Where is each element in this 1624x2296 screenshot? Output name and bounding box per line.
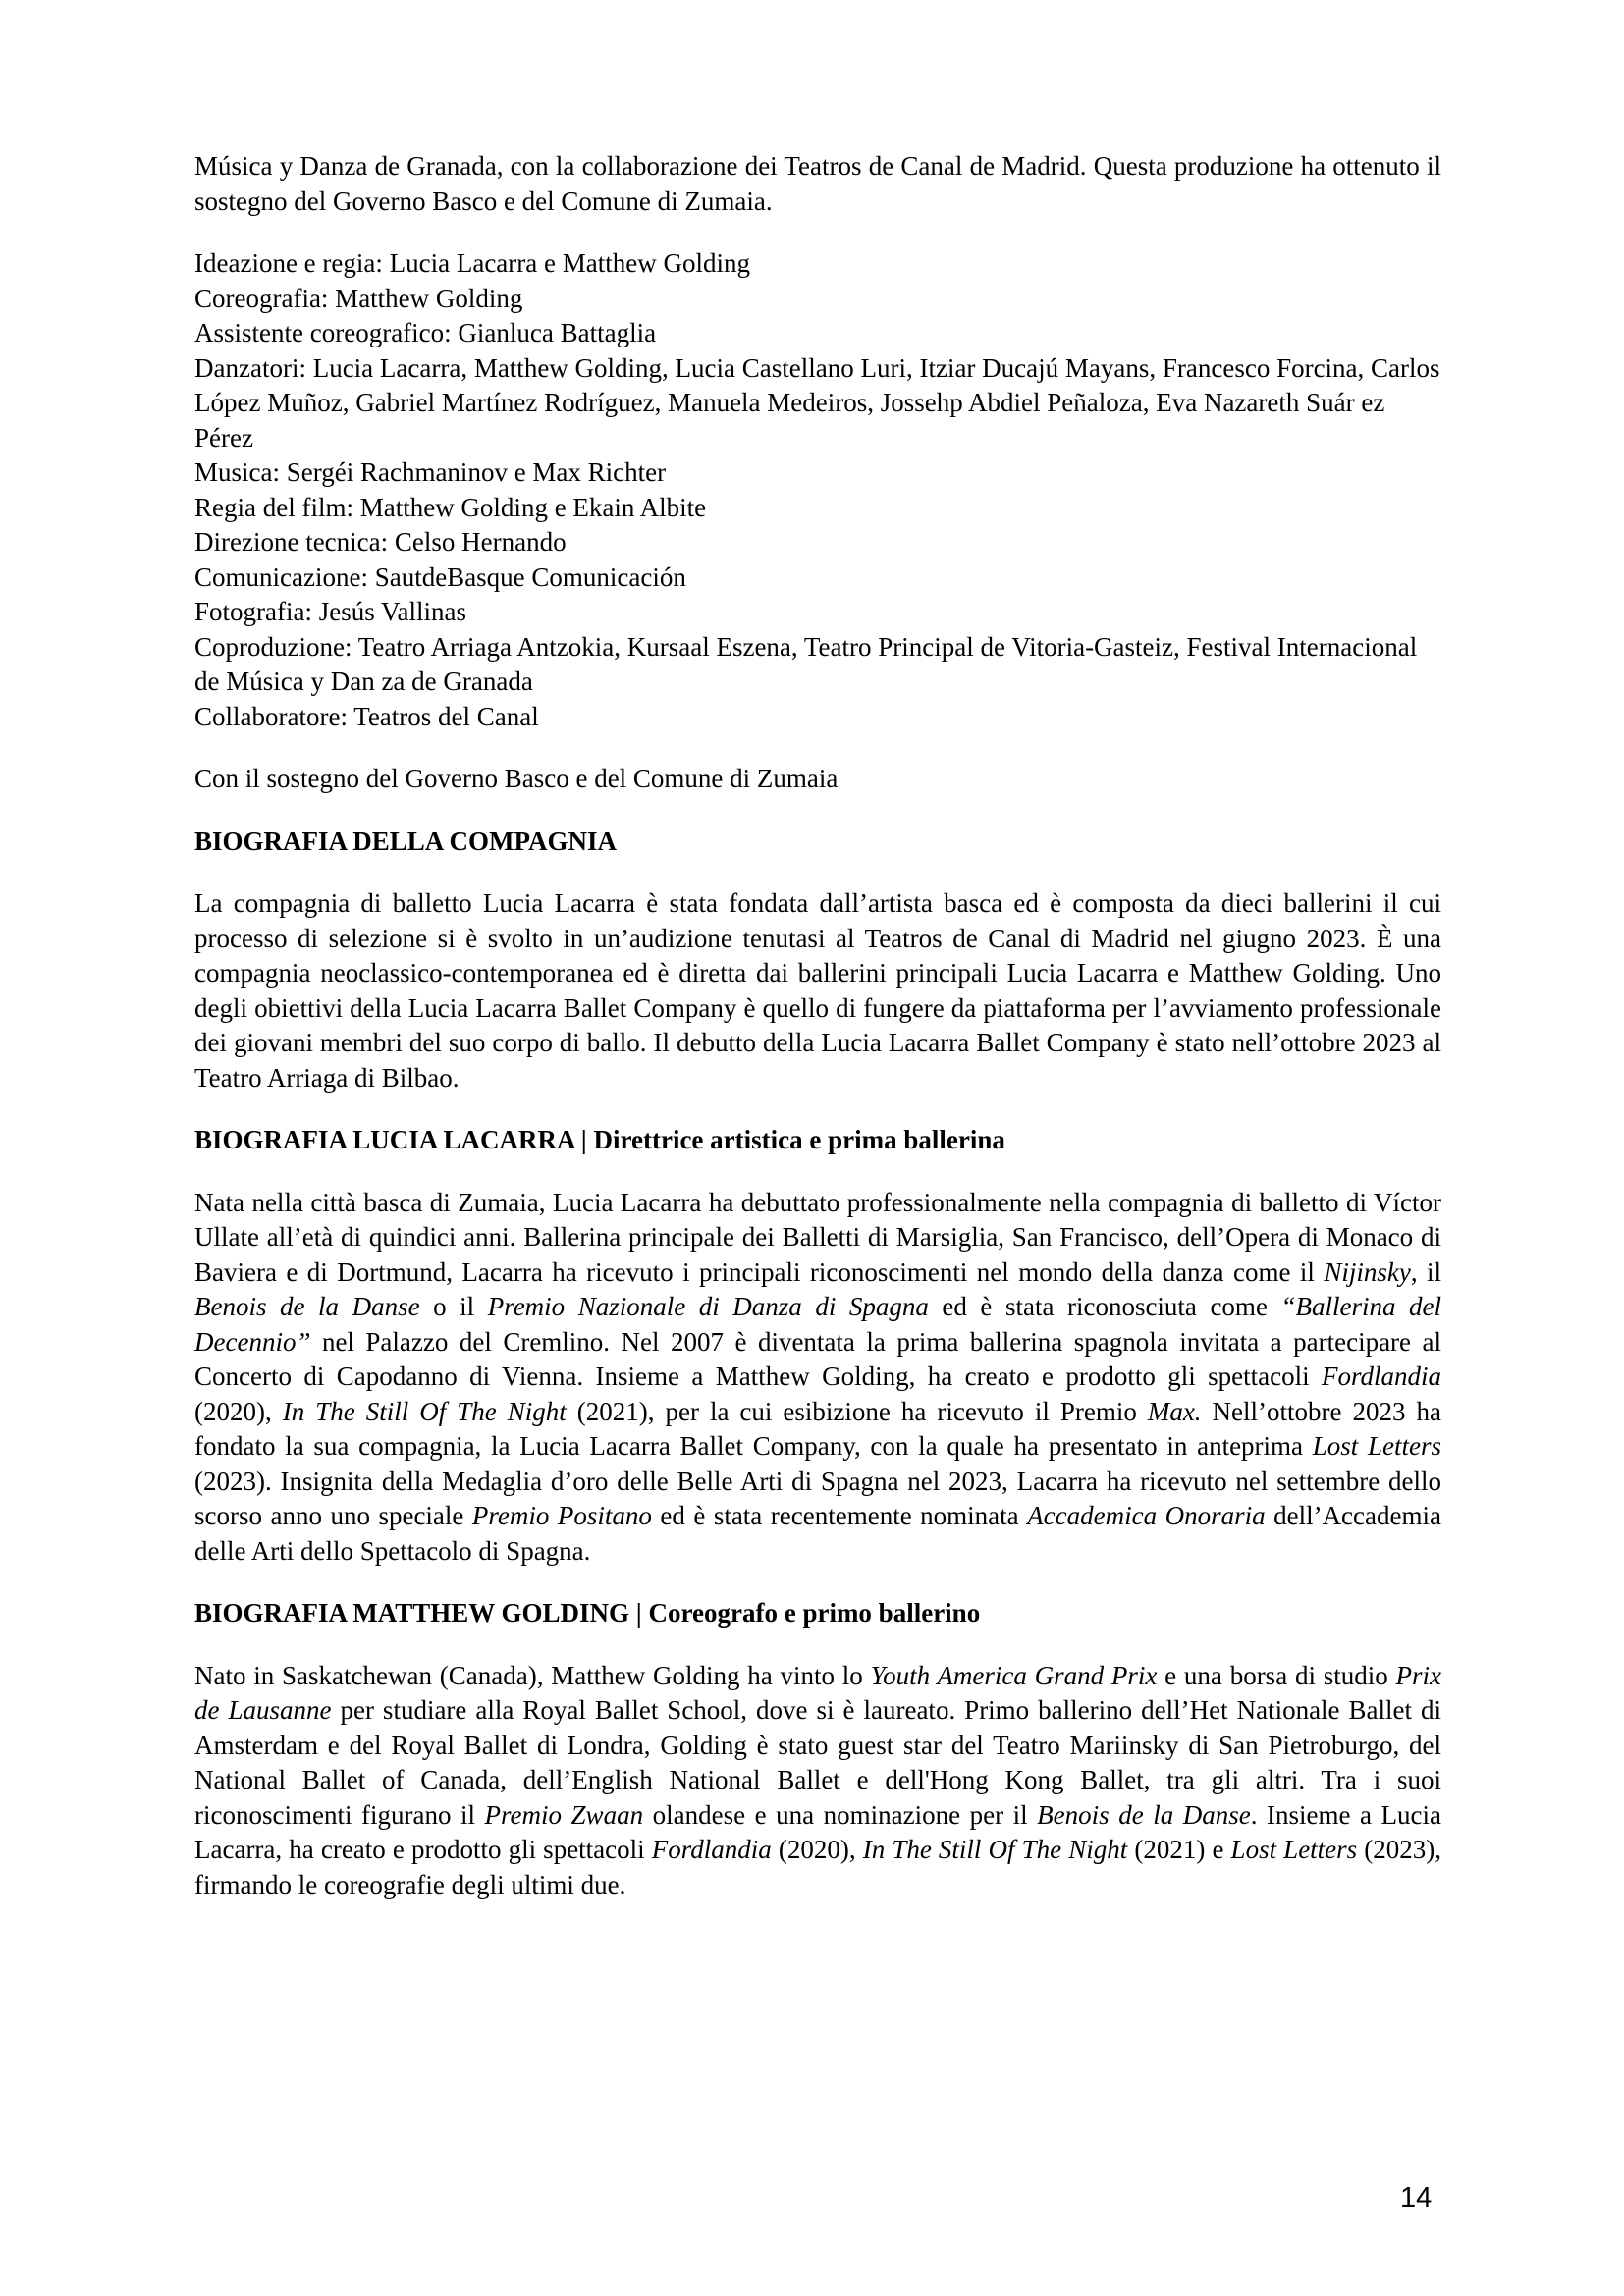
golding-heading: BIOGRAFIA MATTHEW GOLDING | Coreografo e primo ballerino [194,1598,981,1628]
credit-line: Direzione tecnica: Celso Hernando [194,527,567,557]
text-run: (2021) e [1127,1835,1231,1864]
text-run: nel Palazzo del Cremlino. Nel 2007 è diventata la prima ballerina spagnola invitata a partecipare al Concerto di Capodanno di Vienna. Insieme a Matthew Golding, ha creato e prodotto gli spettacoli [194,1326,1441,1391]
italic-title: Lost Letters [1230,1835,1358,1864]
text-run: , il [1410,1256,1442,1287]
italic-title: Benois de la Danse [194,1292,420,1321]
support-note: Con il sostegno del Governo Basco e del Comune di Zumaia [194,764,839,793]
golding-bio [194,1659,1441,1903]
text-run: ed è stata recentemente nominata [651,1501,1028,1530]
credit-line: Collaboratore: Teatros del Canal [194,701,539,731]
italic-title: In The Still Of The Night [862,1835,1128,1864]
italic-title: Fordlandia [1321,1362,1441,1391]
credit-line: Fotografia: Jesús Vallinas [194,597,466,626]
italic-title: Max. [1147,1396,1202,1426]
credit-line: Comunicazione: SautdeBasque Comunicación [194,561,686,592]
text-run: ed è stata riconosciuta come [928,1292,1281,1321]
italic-title: Accademica Onoraria [1027,1501,1266,1530]
text-run: (2020), [771,1835,863,1864]
text-run: Nell’ottobre 2023 ha fondato la sua compagnia, la Lucia Lacarra Ballet Company, con la quale ha presentato in anteprima [194,1396,1441,1461]
italic-title: Prix de Lausanne [194,1660,1442,1725]
italic-title: Premio Nazionale di Danza di Spagna [487,1292,929,1321]
credits-list [194,246,1441,734]
text-run: olandese e una nominazione per il [643,1799,1038,1830]
text-run: (2021), per la cui esibizione ha ricevuto il Premio [566,1396,1148,1426]
credit-line: Danzatori: Lucia Lacarra, Matthew Golding, Lucia Castellano Luri, Itziar Ducajú Mayans, Francesco Forcina, Carlos López Muñoz, Gabriel Martínez Rodríguez, Manuela Medeiros, Jossehp Abdiel Peñaloza, Eva Nazareth Suár ez Pérez [194,352,1440,453]
text-run: (2023), firmando le coreografie degli ultimi due. [194,1835,1442,1899]
italic-title: Youth America Grand Prix [870,1660,1158,1690]
text-run: Nato in Saskatchewan (Canada), Matthew Golding ha vinto lo [194,1660,871,1690]
credit-line: Coproduzione: Teatro Arriaga Antzokia, Kursaal Eszena, Teatro Principal de Vitoria-Gasteiz, Festival Internacional de Música y Dan za de Granada [194,631,1418,696]
credit-line: Coreografia: Matthew Golding [194,283,523,313]
company-bio: La compagnia di balletto Lucia Lacarra è stata fondata dall’artista basca ed è composta da dieci ballerini il cui processo di selezione si è svolto in un’audizione tenutasi al Teatros de Canal di Madrid nel giugno 2023. È una compagnia neoclassico-contemporanea ed è diretta dai ballerini principali Lucia Lacarra e Matthew Golding. Uno degli obiettivi della Lucia Lacarra Ballet Company è quello di fungere da piattaforma per l’avviamento professionale dei giovani membri del suo corpo di ballo. Il debutto della Lucia Lacarra Ballet Company è stato nell’ottobre 2023 al Teatro Arriaga di Bilbao. [194,888,1441,1093]
italic-title: Lost Letters [1312,1431,1442,1461]
text-run: e una borsa di studio [1157,1660,1396,1690]
text-run: (2020), [194,1396,283,1426]
credit-line: Musica: Sergéi Rachmaninov e Max Richter [194,457,667,487]
text-run: (2023). Insignita della Medaglia d’oro delle Belle Arti di Spagna nel 2023, Lacarra ha ricevuto nel settembre dello scorso anno uno speciale [194,1466,1441,1530]
lacarra-heading: BIOGRAFIA LUCIA LACARRA | Direttrice artistica e prima ballerina [194,1125,1005,1154]
text-run: . Insieme a Lucia Lacarra, ha creato e prodotto gli spettacoli [194,1799,1441,1864]
page-content [194,149,1441,1902]
text-run: per studiare alla Royal Ballet School, dove si è laureato. Primo ballerino dell’Het Nationale Ballet di Amsterdam e del Royal Ballet di Londra, Golding è stato guest star del Teatro Mariinsky di San Pietroburgo, del National Ballet of Canada, dell’English National Ballet e dell'Hong Kong Ballet, tra gli altri. Tra i suoi riconoscimenti figurano il [194,1695,1441,1830]
italic-title: Premio Positano [471,1501,652,1530]
italic-title: “Ballerina del Decennio” [194,1292,1441,1357]
italic-title: Fordlandia [651,1835,772,1864]
text-run: Nata nella città basca di Zumaia, Lucia Lacarra ha debuttato professionalmente nella compagnia di balletto di Víctor Ullate all’età di quindici anni. Ballerina principale dei Balletti di Marsiglia, San Francisco, dell’Opera di Monaco di Baviera e di Dortmund, Lacarra ha ricevuto i principali riconoscimenti nel mondo della danza come il [194,1187,1441,1287]
italic-title: In The Still Of The Night [282,1396,567,1426]
text-run: o il [419,1292,488,1321]
italic-title: Premio Zwaan [484,1799,644,1830]
credit-line: Ideazione e regia: Lucia Lacarra e Matthew Golding [194,248,750,278]
credit-line: Regia del film: Matthew Golding e Ekain Albite [194,492,707,522]
lacarra-bio [194,1186,1441,1570]
italic-title: Benois de la Danse [1037,1799,1251,1830]
text-run: dell’Accademia delle Arti dello Spettacolo di Spagna. [194,1501,1441,1566]
credit-line: Assistente coreografico: Gianluca Battaglia [194,318,657,347]
intro-paragraph: Música y Danza de Granada, con la collaborazione dei Teatros de Canal de Madrid. Questa produzione ha ottenuto il sostegno del Governo Basco e del Comune di Zumaia. [194,151,1441,216]
company-heading: BIOGRAFIA DELLA COMPAGNIA [194,826,618,856]
page-number: 14 [1400,2182,1433,2214]
italic-title: Nijinsky [1324,1256,1411,1287]
